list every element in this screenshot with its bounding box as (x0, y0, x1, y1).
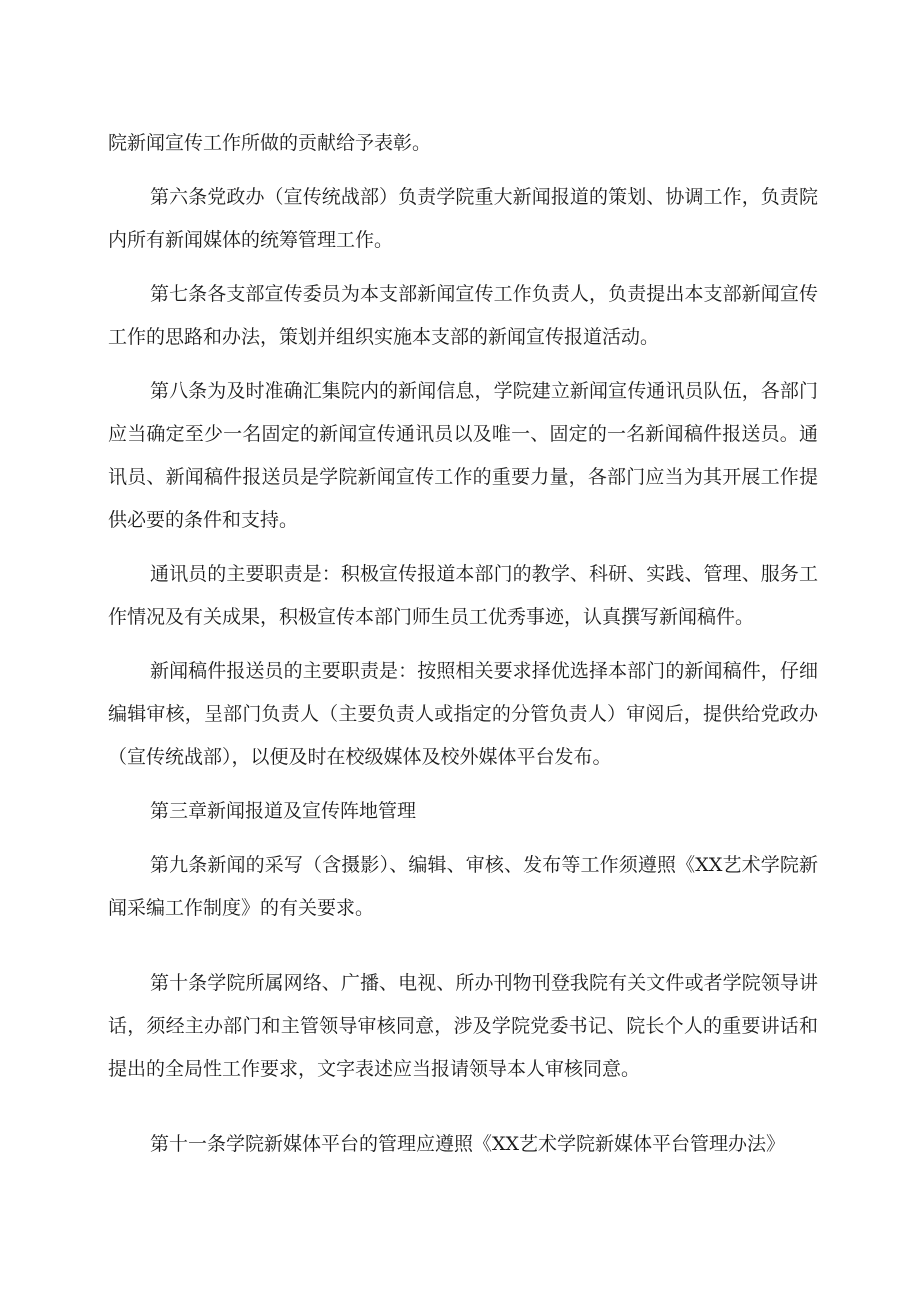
paragraph-continuation: 院新闻宣传工作所做的贡献给予表彰。 (108, 132, 432, 154)
paragraph-article-7: 第七条各支部宣传委员为本支部新闻宣传工作负责人，负责提出本支部新闻宣传工作的思路和办法，策划并组织实施本支部的新闻宣传报道活动。 (108, 283, 818, 348)
paragraph-article-10: 第十条学院所属网络、广播、电视、所办刊物刊登我院有关文件或者学院领导讲话，须经主办部门和主管领导审核同意，涉及学院党委书记、院长个人的重要讲话和提出的全局性工作要求，文字表述应当报请领导本人审核同意。 (108, 972, 818, 1080)
paragraph-article-11: 第十一条学院新媒体平台的管理应遵照《XX艺术学院新媒体平台管理办法》 (150, 1133, 786, 1155)
chapter-heading: 第三章新闻报道及宣传阵地管理 (150, 800, 417, 822)
paragraph-article-9: 第九条新闻的采写（含摄影）、编辑、审核、发布等工作须遵照《XX艺术学院新闻采编工作制度》的有关要求。 (108, 854, 818, 919)
paragraph-article-8: 第八条为及时准确汇集院内的新闻信息，学院建立新闻宣传通讯员队伍，各部门应当确定至少一名固定的新闻宣传通讯员以及唯一、固定的一名新闻稿件报送员。通讯员、新闻稿件报送员是学院新闻宣传工作的重要力量，各部门应当为其开展工作提供必要的条件和支持。 (108, 380, 818, 531)
paragraph-article-6: 第六条党政办（宣传统战部）负责学院重大新闻报道的策划、协调工作，负责院内所有新闻媒体的统筹管理工作。 (108, 186, 818, 251)
document-body (108, 122, 818, 1177)
paragraph-submitter-duties: 新闻稿件报送员的主要职责是：按照相关要求择优选择本部门的新闻稿件，仔细编辑审核，呈部门负责人（主要负责人或指定的分管负责人）审阅后，提供给党政办（宣传统战部），以便及时在校级媒体及校外媒体平台发布。 (108, 660, 818, 768)
paragraph-correspondent-duties: 通讯员的主要职责是：积极宣传报道本部门的教学、科研、实践、管理、服务工作情况及有关成果，积极宣传本部门师生员工优秀事迹，认真撰写新闻稿件。 (108, 563, 818, 628)
